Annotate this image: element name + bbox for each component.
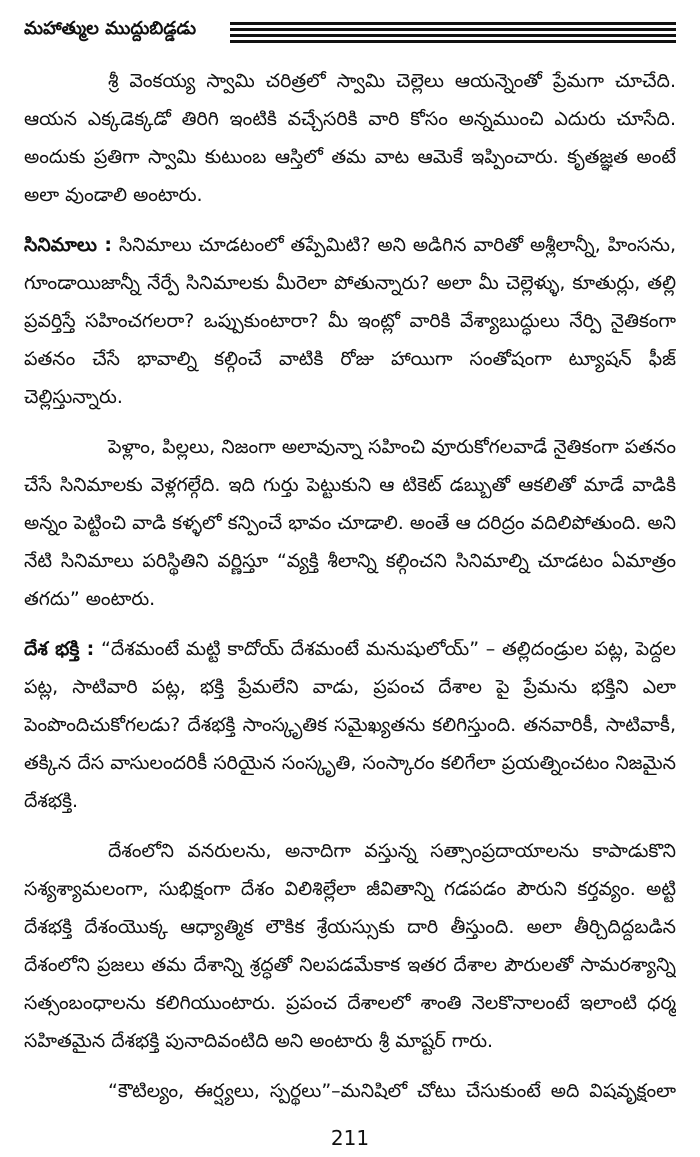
paragraph-text: “దేశమంటే మట్టి కాదోయ్ దేశమంటే మనుషులోయ్” – తల్లిదండ్రుల పట్ల, పెద్దల పట్ల, సాటివారి పట్ల, భక్తి ప్రేమలేని వాడు, ప్రపంచ దేశాల పై ప్రేమను భక్తిని ఎలా పెంపొందిచుకోగలడు? దేశభక్తి సాంస్కృతిక సమైఖ్యతను కలిగిస్తుంది. తనవారికీ, సాటివాకీ, తక్కిన దేస వాసులందరికీ సరియైన సంస్కృతి, సంస్కారం కలిగేలా ప్రయత్నించటం నిజమైన దేశభక్తి. xyxy=(24,638,676,812)
paragraph xyxy=(24,630,676,820)
paragraph xyxy=(24,226,676,416)
paragraph-text: సినిమాలు చూడటంలో తప్పేమిటి? అని అడిగిన వారితో అశ్లీలాన్నీ, హింసను, గూండాయిజాన్నీ నేర్పే సినిమాలకు మీరెలా పోతున్నారు? అలా మీ చెల్లెళ్ళు, కూతుర్లు, తల్లి ప్రవర్తిస్తే సహించగలరా? ఒప్పుకుంటారా? మీ ఇంట్లో వారికి వేశ్యాబుద్ధులు నేర్పి నైతికంగా పతనం చేసే భావాల్ని కల్గించే వాటికి రోజు హాయిగా సంతోషంగా ట్యూషన్ ఫీజ్ చెల్లిస్తున్నారు. xyxy=(24,234,676,408)
paragraph-text: దేశంలోని వనరులను, అనాదిగా వస్తున్న సత్సాంప్రదాయాలను కాపాడుకొని సశ్యశ్యామలంగా, సుభిక్షంగా దేశం విలిశిల్లేలా జీవితాన్ని గడపడం పౌరుని కర్తవ్యం. అట్టి దేశభక్తి దేశంయొక్క ఆధ్యాత్మిక లౌకిక శ్రేయస్సుకు దారి తీస్తుంది. అలా తీర్చిదిద్దబడిన దేశంలోని ప్రజలు తమ దేశాన్ని శ్రద్ధతో నిలపడమేకాక ఇతర దేశాల పౌరులతో సామరశ్యాన్ని సత్సంబంధాలను కలిగియుంటారు. ప్రపంచ దేశాలలో శాంతి నెలకొనాలంటే ఇలాంటి ధర్మ సహితమైన దేశభక్తి పునాదివంటిది అని అంటారు శ్రీ మాష్టర్ గారు. xyxy=(24,840,676,1052)
page-body xyxy=(24,62,676,1112)
paragraph-text: శ్రీ వెంకయ్య స్వామి చరిత్రలో స్వామి చెల్లెలు ఆయన్నెంతో ప్రేమగా చూచేది. ఆయన ఎక్కడెక్కడో తిరిగి ఇంటికి వచ్చేసరికి వారి కోసం అన్నముంచి ఎదురు చూసేది. అందుకు ప్రతిగా స్వామి కుటుంబ ఆస్తిలో తమ వాట ఆమెకే ఇప్పించారు. కృతజ్ఞత అంటే అలా వుండాలి అంటారు. xyxy=(24,70,676,206)
page-number: 211 xyxy=(330,1126,370,1150)
paragraph xyxy=(24,832,676,1060)
paragraph xyxy=(24,62,676,214)
paragraph-term: దేశ భక్తి : xyxy=(24,638,95,660)
paragraph-text: “కౌటిల్యం, ఈర్ష్యలు, స్పర్థలు”–మనిషిలో చోటు చేసుకుంటే అది విషవృక్షంలా xyxy=(108,1080,676,1102)
paragraph-text: పెళ్లాం, పిల్లలు, నిజంగా అలావున్నా సహించి వూరుకోగలవాడే నైతికంగా పతనం చేసే సినిమాలకు వెళ్లగల్గేది. ఇది గుర్తు పెట్టుకుని ఆ టికెట్ డబ్బుతో ఆకలితో మాడే వాడికి అన్నం పెట్టించి వాడి కళ్ళలో కన్పించే భావం చూడాలి. అంతే ఆ దరిద్రం వదిలిపోతుంది. అని నేటి సినిమాలు పరిస్థితిని వర్ణిస్తూ “వ్యక్తి శీలాన్ని కల్గించని సినిమాల్ని చూడటం ఏమాత్రం తగదు” అంటారు. xyxy=(24,436,676,610)
paragraph-term: సినిమాలు : xyxy=(24,234,112,256)
running-title: మహాత్ముల ముద్దుబిడ్డడు xyxy=(24,18,197,39)
header-decorative-rules xyxy=(230,22,676,48)
paragraph xyxy=(24,1072,676,1112)
page-header xyxy=(24,16,676,50)
paragraph xyxy=(24,428,676,618)
